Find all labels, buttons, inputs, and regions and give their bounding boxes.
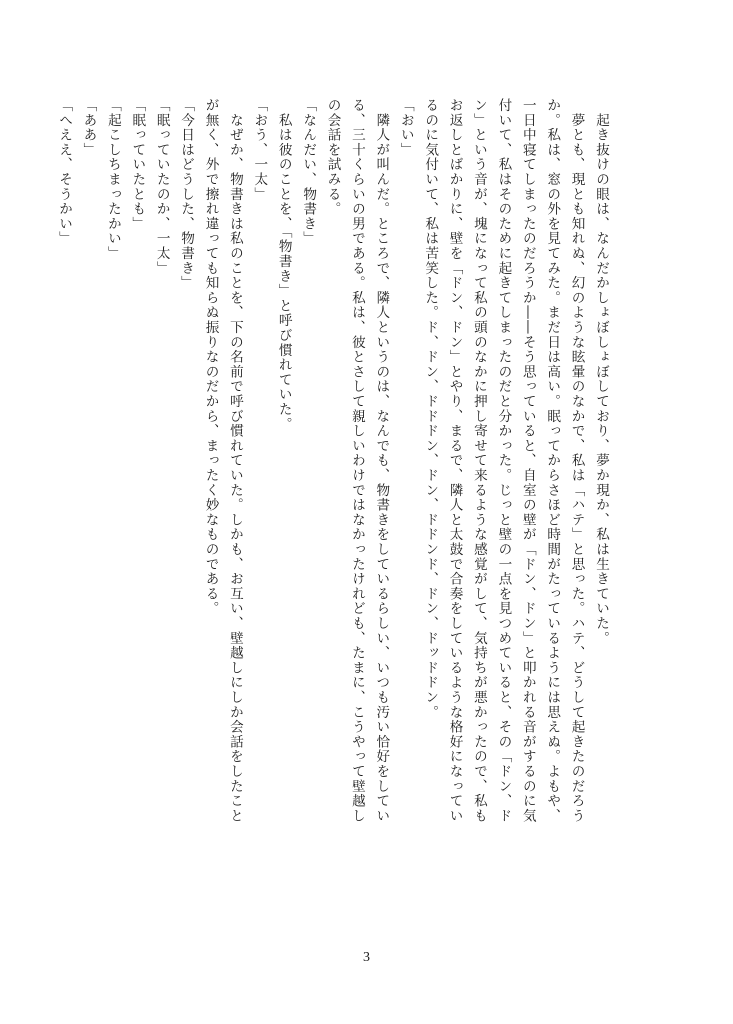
text-line: るのに気付いて、私は苦笑した。ド、ドン、ドドドン、ドン、ドドンド、ドン、ドッドドン。 <box>422 98 439 720</box>
text-line: なぜか、物書きは私のことを、下の名前で呼び慣れていた。しかも、お互い、壁越しにしか会話をしたこと <box>226 98 243 824</box>
dialogue-line: 「眠っていたのか、一太」 <box>153 98 170 276</box>
text-line: る、三十くらいの男である。私は、彼とさして親しいわけではなかったけれども、たまに、こうやって壁越し <box>348 98 365 824</box>
text-line: 私は彼のことを、「物書き」と呼び慣れていた。 <box>275 98 292 432</box>
body-text <box>56 98 613 928</box>
dialogue-line: 「ああ」 <box>80 98 97 158</box>
text-line: 一日中寝てしまったのだろうか――そう思っていると、自室の壁が「ドン、ドン」と叩かれる音がするのに気 <box>519 98 536 824</box>
dialogue-line: 「今日はどうした、物書き」 <box>178 98 195 291</box>
text-line: 付いて、私はそのために起きてしまったのだと分かった。じっと壁の一点を見つめていると、その「ドン、ド <box>495 98 512 824</box>
dialogue-line: 「へええ、そうかい」 <box>56 98 73 246</box>
text-line: か。私は、窓の外を見てみた。まだ日は高い。眠ってからさほど時間がたっているようには思えぬ。よもや、 <box>544 98 561 824</box>
page-number: 3 <box>363 950 370 965</box>
dialogue-line: 「おう、一太」 <box>251 98 268 202</box>
dialogue-line: 「おい」 <box>397 98 414 158</box>
text-line: が無く、外で擦れ違っても知らぬ振りなのだから、まったく妙なものである。 <box>202 98 219 616</box>
dialogue-line: 「眠っていたとも」 <box>129 98 146 232</box>
text-line: ン」という音が、塊になって私の頭のなかに押し寄せて来るような感覚がして、気持ちが悪かったので、私も <box>470 98 487 824</box>
dialogue-line: 「なんだい、物書き」 <box>300 98 317 246</box>
text-line: お返しとばかりに、壁を「ドン、ドン」とやり、まるで、隣人と太鼓で合奏をしているような格好になってい <box>446 98 463 824</box>
dialogue-line: 「起こしちまったかい」 <box>104 98 121 261</box>
text-line: 起き抜けの眼は、なんだかしょぼしょぼしており、夢か現か、私は生きていた。 <box>593 98 609 646</box>
text-line: 夢とも、現とも知れぬ、幻のような眩暈のなかで、私は「ハテ」と思った。ハテ、どうして起きたのだろう <box>568 98 585 824</box>
text-line: 隣人が叫んだ。ところで、隣人というのは、なんでも、物書きをしているらしい、いつも汚い恰好をしてい <box>373 98 390 824</box>
text-line: の会話を試みる。 <box>324 98 341 217</box>
